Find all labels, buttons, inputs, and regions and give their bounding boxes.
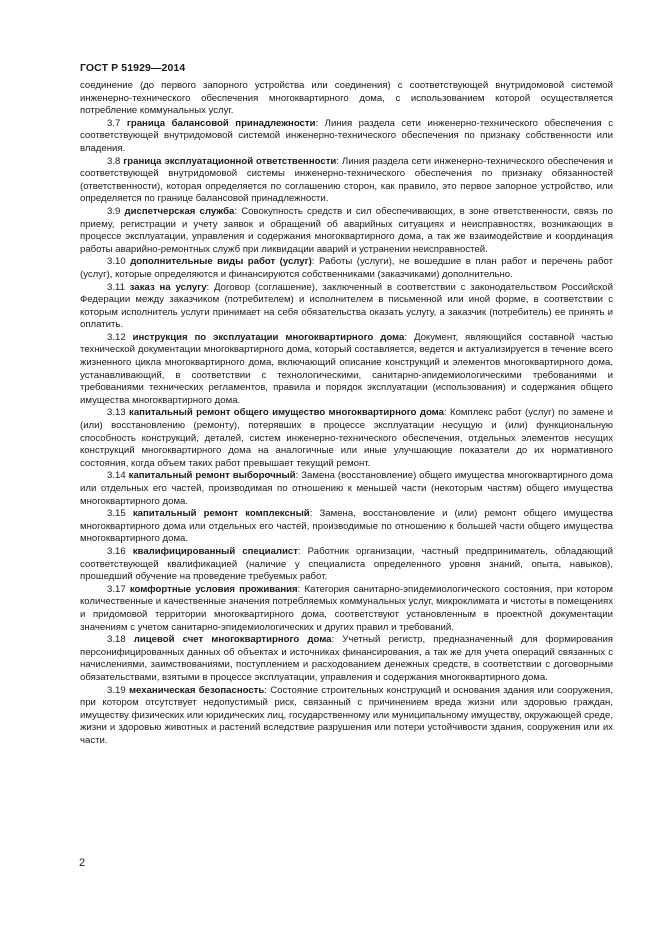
page-number: 2 xyxy=(79,857,86,869)
term-title: инструкция по эксплуатации многоквартирного дома xyxy=(132,331,405,343)
term-number: 3.15 xyxy=(107,508,126,520)
term-paragraph xyxy=(80,584,613,634)
term-definition: Категория санитарно-эпидемиологического состояния, при котором количественные и качественные значения потребляемых коммунальных услуг, микроклимата и чистоты в помещениях и придомовой территории многоквартирного дома, соответствуют установленным в проектной документации значениям с учетом санитарно-эпидемиологических и других правил и требований. xyxy=(80,583,614,633)
term-paragraph xyxy=(80,206,613,256)
term-number: 3.18 xyxy=(107,634,126,646)
term-definition: Комплекс работ (услуг) по замене и (или) восстановлению (ремонту), потерявших в процессе эксплуатации несущую и (или) функциональную способность конструкций, деталей, систем инженерно-технического обеспечения, отдельных элементов несущих конструкций многоквартирного дома на аналогичные или иные улучшающие показатели до их нормативного состояния, когда объем таких работ превышает текущий ремонт. xyxy=(80,407,613,469)
term-definition: Документ, являющийся составной частью технической документации многоквартирного дома, который составляется, ведется и актуализируется в течение всего жизненного цикла многоквартирного дома, включающий описание конструкций и элементов многоквартирного дома, устанавливающий, в соответствии с технологическими, санитарно-эпидемиологическими требованиями и требованиями технических регламентов, правила и порядок эксплуатации (использования) и содержания общего имущества многоквартирного дома. xyxy=(80,331,614,406)
term-definition: Совокупность средств и сил обеспечивающих, в зоне ответственности, связь по приему, регистрации и учету заявок и обращений об аварийных ситуациях и неисправностях, возникающих в процессе эксплуатации, управления и содержания многоквартирного дома, а так же взаимодействие и координация работы аварийно-ремонтных служб при ликвидации аварий и устранении неисправностей. xyxy=(80,205,613,255)
term-definition: Учетный регистр, предназначенный для формирования персонифицированных данных об объектах и источниках финансирования, а так же для учета операций связанных с начислениями, заимствованиями, поступлением и расходованием денежных средств, в соответствии с договорными обязательствами, взятыми в процессе эксплуатации, управления и содержания многоквартирного дома. xyxy=(80,634,613,683)
term-definition: Состояние строительных конструкций и основания здания или сооружения, при котором отсутствует недопустимый риск, связанный с причинением вреда жизни или здоровью граждан, имуществу физических или юридических лиц, государственному или муниципальному имуществу, окружающей среде, жизни и здоровью животных и растений вследствие разрушения или потери устойчивости здания, сооружения или их части. xyxy=(80,684,613,746)
term-separator: : xyxy=(295,470,299,482)
term-separator: : xyxy=(297,583,301,595)
term-paragraph xyxy=(80,256,613,281)
term-number: 3.14 xyxy=(107,470,126,482)
term-separator: : xyxy=(206,281,210,293)
term-title: диспетчерская служба xyxy=(124,205,235,217)
term-number: 3.17 xyxy=(107,583,126,595)
term-separator: : xyxy=(331,634,335,646)
term-title: капитальный ремонт комплексный xyxy=(132,508,310,520)
term-paragraph xyxy=(80,634,613,684)
term-definition: Работы (услуги), не вошедшие в план работ и перечень работ (услуг), которые определяются и финансируются собственниками (заказчиками) дополнительно. xyxy=(80,256,614,280)
term-separator: : xyxy=(297,545,301,557)
term-paragraph xyxy=(80,332,613,408)
term-paragraph xyxy=(80,282,613,332)
term-number: 3.8 xyxy=(107,155,121,167)
term-definition: Замена, восстановление и (или) ремонт общего имущества многоквартирного дома или отдельных его частей, производимые по отношению к большей части общего имущества многоквартирного дома. xyxy=(80,508,613,545)
intro-paragraph: соединение (до первого запорного устройства или соединения) с соответствующей внутридомовой системой инженерно-технического обеспечения многоквартирного дома, с использованием которой осуществляется потребление коммунальных услуг. xyxy=(80,80,613,117)
term-title: капитальный ремонт выборочный xyxy=(128,470,296,482)
term-number: 3.13 xyxy=(107,407,126,419)
standard-header: ГОСТ Р 51929—2014 xyxy=(80,62,186,74)
term-title: граница балансовой принадлежности xyxy=(126,117,316,129)
term-separator: : xyxy=(443,407,447,419)
term-separator: : xyxy=(315,117,319,129)
term-title: механическая безопасность xyxy=(128,684,265,696)
term-paragraph xyxy=(80,508,613,546)
term-definition: Линия раздела сети инженерно-технического обеспечения и соответствующей внутридомовой системы инженерно-технического обеспечения по признаку обязанностей (ответственности), которая определяется по соглашению сторон, как правило, это первое запорное устройство, или определяется по границе балансовой принадлежности. xyxy=(80,155,613,205)
term-number: 3.11 xyxy=(107,281,125,293)
term-number: 3.16 xyxy=(107,545,126,557)
term-separator: : xyxy=(311,256,315,268)
terms-list xyxy=(80,118,613,748)
term-definition: Замена (восстановление) общего имущества многоквартирного дома или отдельных его частей, производимая по отношению к меньшей части (некоторым частям) общего имущества многоквартирного дома. xyxy=(80,470,613,507)
term-title: граница эксплуатационной ответственности xyxy=(123,155,337,167)
term-paragraph xyxy=(80,685,613,748)
term-paragraph xyxy=(80,407,613,470)
term-paragraph xyxy=(80,546,613,584)
term-paragraph xyxy=(80,156,613,206)
term-definition: Линия раздела сети инженерно-технического обеспечения с соответствующей внутридомовой системой инженерно-технического обеспечения по признаку собственности или владения. xyxy=(80,117,613,154)
term-separator: : xyxy=(404,331,408,343)
term-separator: : xyxy=(264,684,267,696)
term-separator: : xyxy=(336,155,339,167)
document-body xyxy=(80,80,613,747)
term-title: лицевой счет многоквартирного дома xyxy=(133,634,332,646)
term-number: 3.19 xyxy=(107,684,126,696)
term-title: капитальный ремонт общего имущество многоквартирного дома xyxy=(129,407,444,419)
term-number: 3.9 xyxy=(107,205,121,217)
term-number: 3.12 xyxy=(107,331,126,343)
term-separator: : xyxy=(234,205,238,217)
term-title: комфортные условия проживания xyxy=(129,583,298,595)
term-paragraph xyxy=(80,118,613,156)
term-title: дополнительные виды работ (услуг) xyxy=(130,256,312,268)
term-title: квалифицированный специалист xyxy=(132,545,298,557)
term-number: 3.10 xyxy=(107,256,126,268)
term-title: заказ на услугу xyxy=(129,281,207,293)
term-separator: : xyxy=(309,508,313,520)
term-paragraph xyxy=(80,470,613,508)
term-number: 3.7 xyxy=(107,117,121,129)
term-definition: Договор (соглашение), заключенный в соответствии с законодательством Российской Федерации между заказчиком (потребителем) и исполнителем в письменной или иной форме, в соответствии с которым исполнитель услуги принимает на себя обязательства оказать услугу, а заказчик (потребитель) ее принять и оплатить. xyxy=(80,281,613,331)
term-definition: Работник организации, частный предприниматель, обладающий соответствующей квалификацией (наличие у специалиста определенного уровня знаний, опыта, навыков), прошедший обучение на проведение требуемых работ. xyxy=(80,545,613,583)
